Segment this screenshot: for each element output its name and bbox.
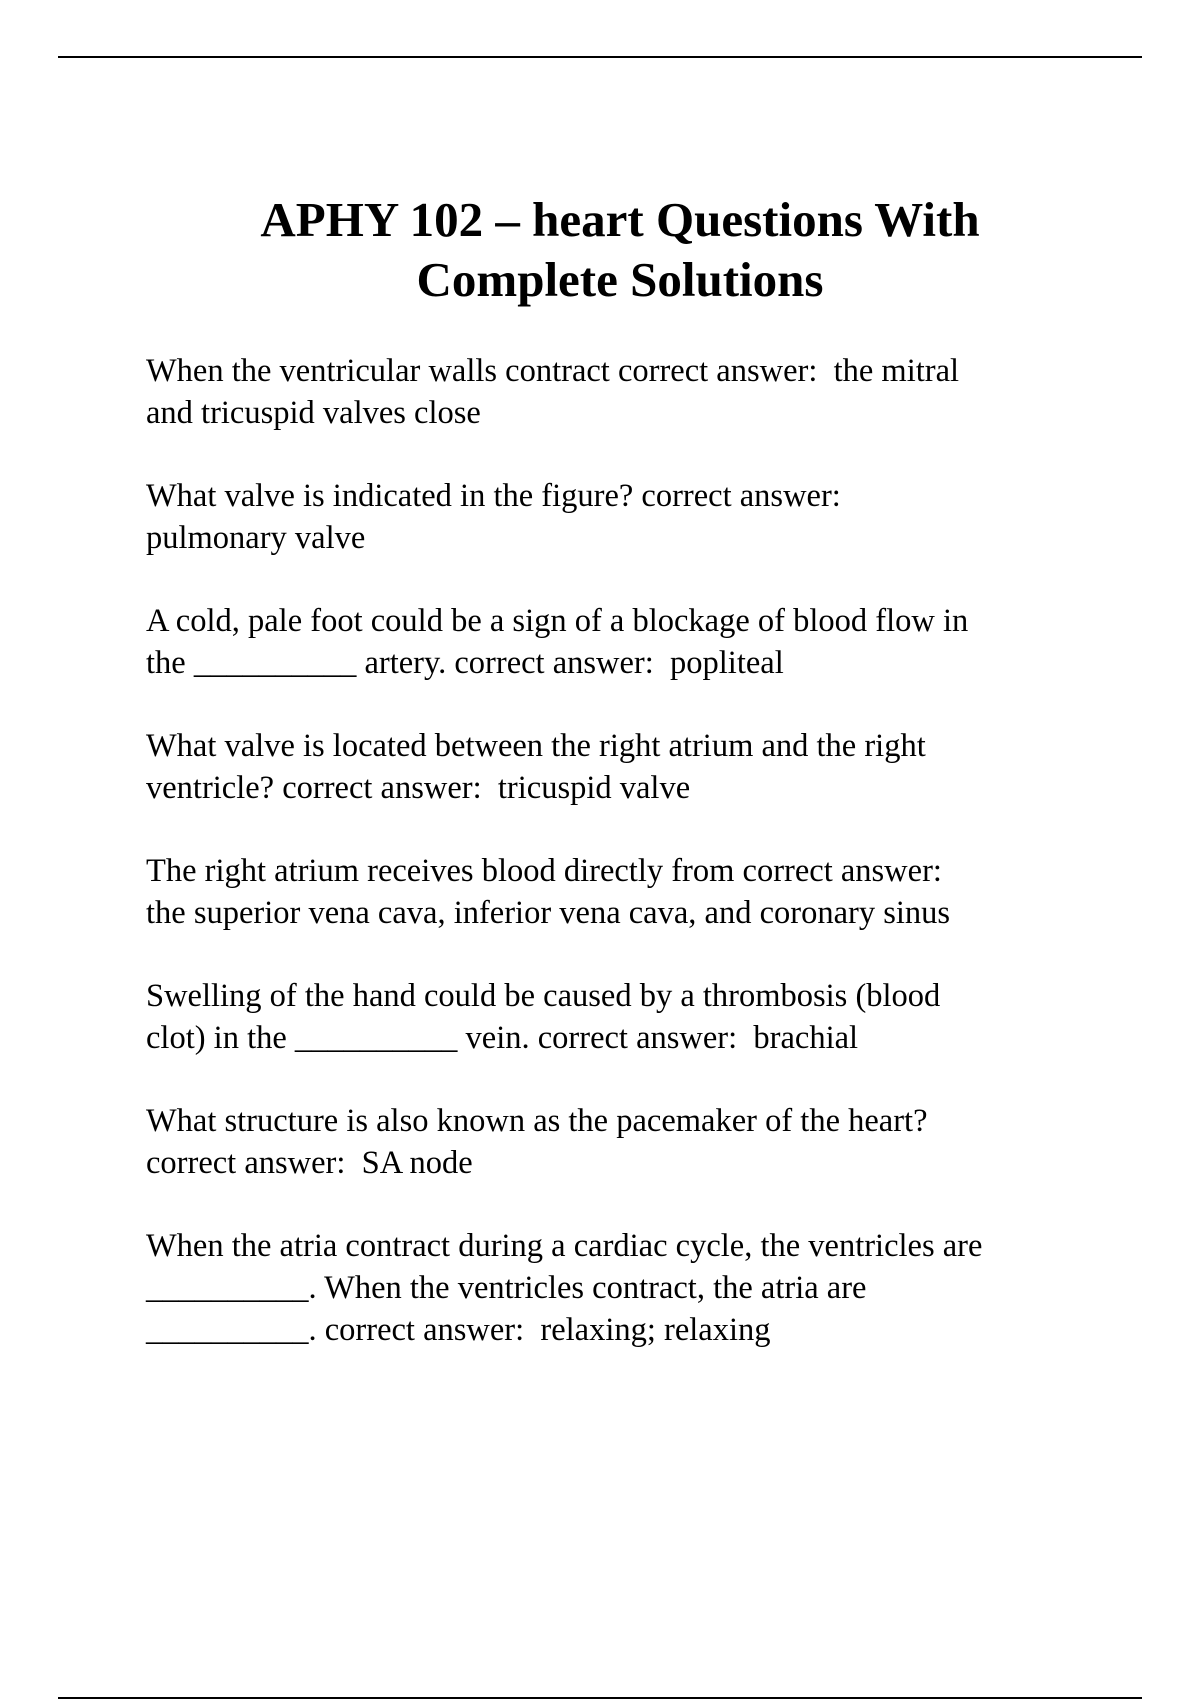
question-line: ventricle? correct answer: tricuspid valve	[146, 770, 691, 806]
question-line: pulmonary valve	[146, 520, 366, 556]
question-item-7	[146, 1100, 1156, 1184]
question-line: the __________ artery. correct answer: popliteal	[146, 645, 784, 681]
top-rule	[58, 56, 1142, 58]
question-list	[146, 350, 1156, 1392]
question-line: __________. correct answer: relaxing; relaxing	[146, 1312, 771, 1348]
bottom-rule	[58, 1697, 1142, 1699]
question-line: When the atria contract during a cardiac cycle, the ventricles are	[146, 1228, 983, 1264]
question-item-2	[146, 475, 1156, 559]
question-line: __________. When the ventricles contract, the atria are	[146, 1270, 867, 1306]
title-line-2: Complete Solutions	[416, 252, 824, 307]
question-line: correct answer: SA node	[146, 1145, 473, 1181]
question-line: What structure is also known as the pacemaker of the heart?	[146, 1103, 928, 1139]
document-title	[0, 190, 1200, 310]
question-line: What valve is indicated in the figure? correct answer:	[146, 478, 841, 514]
question-line: When the ventricular walls contract correct answer: the mitral	[146, 353, 960, 389]
question-item-5	[146, 850, 1156, 934]
title-line-1: APHY 102 – heart Questions With	[260, 192, 980, 247]
question-item-1	[146, 350, 1156, 434]
question-line: clot) in the __________ vein. correct answer: brachial	[146, 1020, 859, 1056]
question-item-6	[146, 975, 1156, 1059]
question-line: What valve is located between the right atrium and the right	[146, 728, 926, 764]
question-item-4	[146, 725, 1156, 809]
question-line: Swelling of the hand could be caused by a thrombosis (blood	[146, 978, 941, 1014]
question-line: the superior vena cava, inferior vena cava, and coronary sinus	[146, 895, 951, 931]
question-line: and tricuspid valves close	[146, 395, 481, 431]
question-line: The right atrium receives blood directly from correct answer:	[146, 853, 942, 889]
question-item-3	[146, 600, 1156, 684]
question-line: A cold, pale foot could be a sign of a blockage of blood flow in	[146, 603, 969, 639]
question-item-8	[146, 1225, 1156, 1351]
